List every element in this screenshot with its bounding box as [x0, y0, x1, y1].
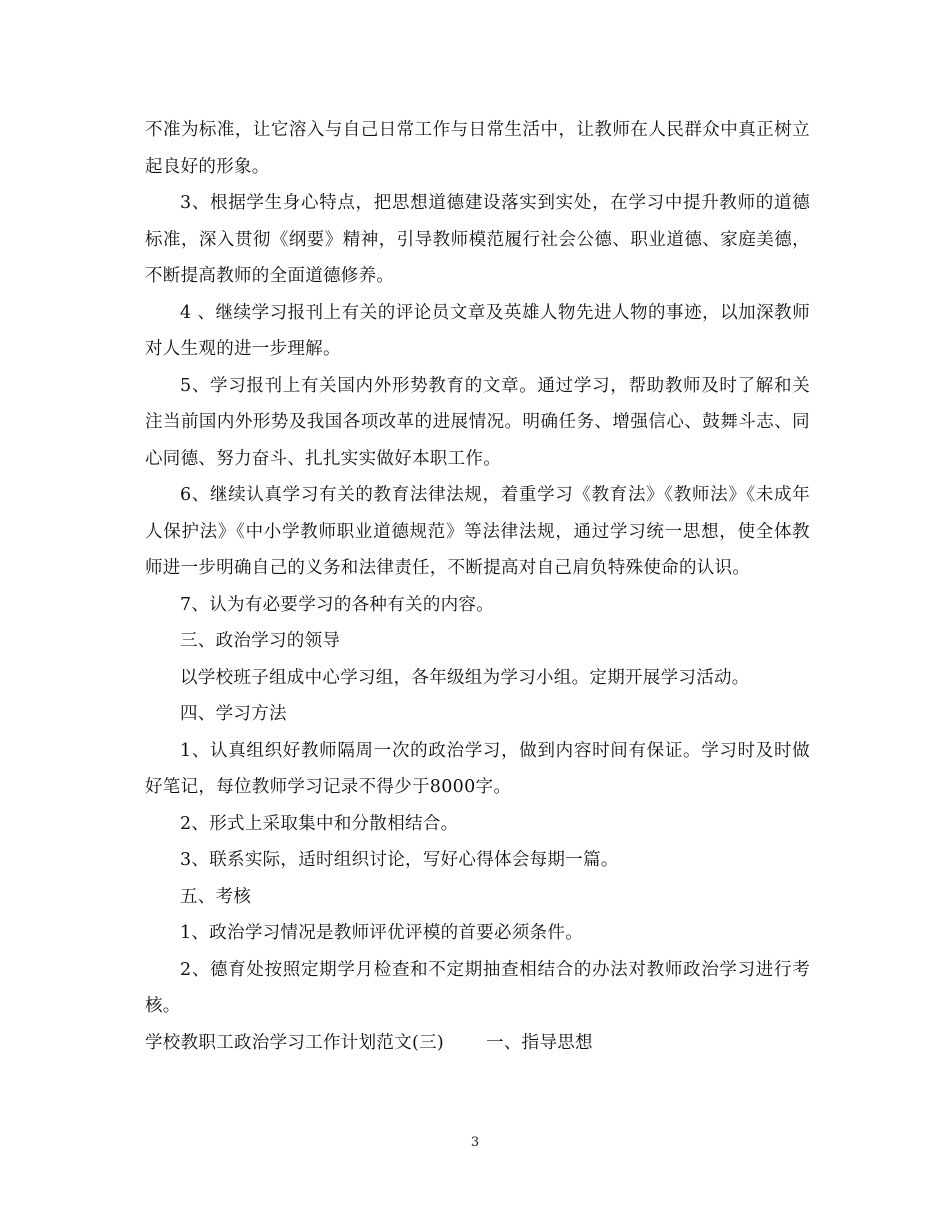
paragraph-12: 2、德育处按照定期学月检查和不定期抽查相结合的办法对教师政治学习进行考核。	[145, 959, 810, 1016]
section-heading-methods: 四、学习方法	[180, 704, 287, 724]
paragraph-7: 以学校班子组成中心学习组，各年级组为学习小组。定期开展学习活动。	[180, 667, 750, 688]
next-section-heading: 一、指导思想	[486, 1032, 593, 1053]
next-document-title: 学校教职工政治学习工作计划范文(三)	[145, 1032, 445, 1053]
paragraph-6: 7、认为有必要学习的各种有关的内容。	[180, 594, 495, 615]
paragraph-5: 6、继续认真学习有关的教育法律法规，着重学习《教育法》《教师法》《未成年人保护法》《中小学教师职业道德规范》等法律法规，通过学习统一思想，使全体教师进一步明确自己的义务和法律责任，不断提高对自己肩负特殊使命的认识。	[145, 485, 810, 578]
page-number: 3	[470, 1135, 480, 1150]
paragraph-3: 4 、继续学习报刊上有关的评论员文章及英雄人物先进人物的事迹，以加深教师对人生观的进一步理解。	[145, 302, 810, 359]
paragraph-8: 1、认真组织好教师隔周一次的政治学习，做到内容时间有保证。学习时及时做好笔记，每位教师学习记录不得少于8000字。	[145, 740, 810, 797]
paragraph-9: 2、形式上采取集中和分散相结合。	[180, 813, 459, 834]
closing-line	[145, 1025, 810, 1062]
paragraph-11: 1、政治学习情况是教师评优评模的首要必须条件。	[180, 923, 584, 943]
paragraph-4: 5、学习报刊上有关国内外形势教育的文章。通过学习，帮助教师及时了解和关注当前国内外形势及我国各项改革的进展情况。明确任务、增强信心、鼓舞斗志、同心同德、努力奋斗、扎扎实实做好本职工作。	[145, 375, 810, 469]
paragraph-2: 3、根据学生身心特点，把思想道德建设落实到实处，在学习中提升教师的道德标准，深入贯彻《纲要》精神，引导教师模范履行社会公德、职业道德、家庭美德，不断提高教师的全面道德修养。	[145, 193, 810, 286]
paragraph-10: 3、联系实际，适时组织讨论，写好心得体会每期一篇。	[180, 850, 619, 870]
section-heading-leadership: 三、政治学习的领导	[180, 631, 341, 651]
document-body	[145, 112, 810, 1061]
section-heading-assessment: 五、考核	[180, 886, 252, 907]
paragraph-1: 不准为标准，让它溶入与自己日常工作与日常生活中，让教师在人民群众中真正树立起良好的形象。	[145, 120, 810, 177]
